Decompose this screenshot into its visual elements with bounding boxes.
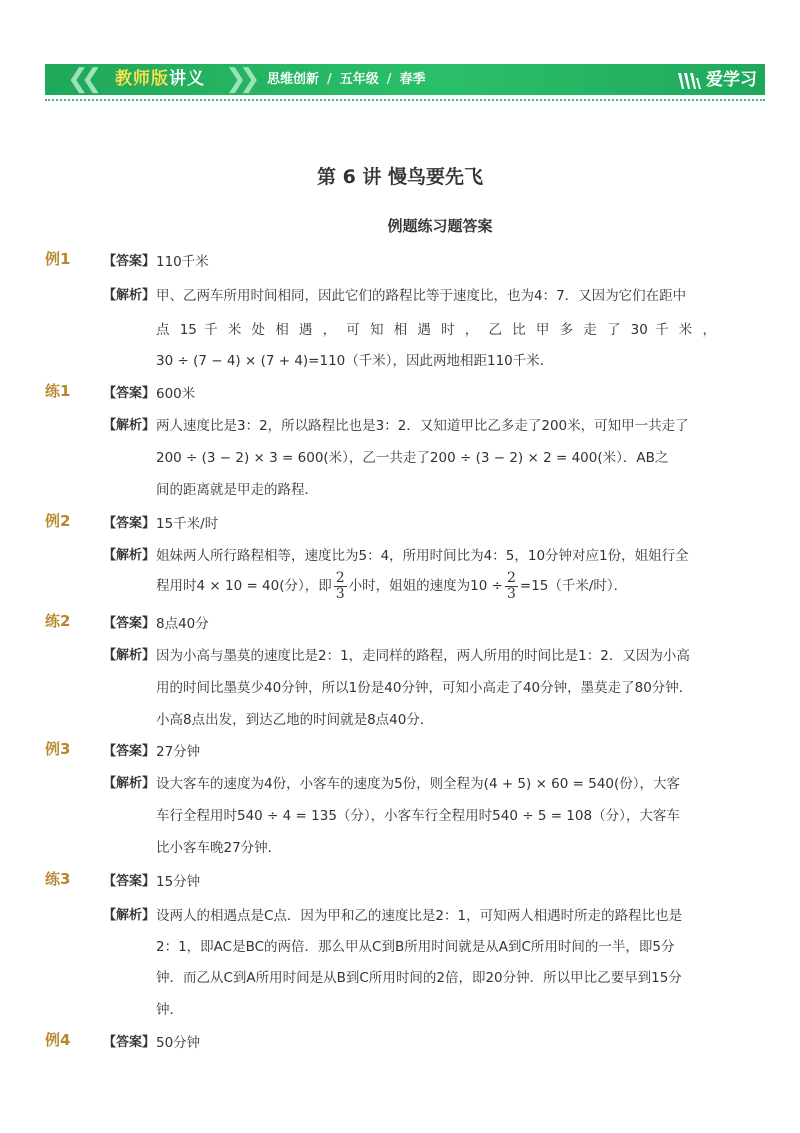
series-title xyxy=(115,64,205,95)
analysis-line-with-fractions xyxy=(156,566,627,606)
brand-logo xyxy=(676,64,757,95)
analysis-line: 姐妹两人所行路程相等，速度比为5：4，所用时间比为4：5，10分钟对应1份，姐姐行全 xyxy=(156,548,689,564)
breadcrumb-grade: 五年级 xyxy=(339,72,379,87)
fraction-denominator: 3 xyxy=(506,585,516,602)
analysis-line: 用的时间比墨莫少40分钟，所以1份是40分钟，可知小高走了40分钟，墨莫走了80分钟． xyxy=(156,680,693,696)
analysis-line: 30 ÷ (7 − 4) × (7 + 4)=110（千米），因此两地相距110千米． xyxy=(156,353,554,369)
analysis-tag: 【解析】 xyxy=(103,776,156,791)
answer-value: 110千米 xyxy=(156,254,209,270)
answer-tag: 【答案】 xyxy=(103,744,156,759)
analysis-line: 钟．而乙从C到A所用时间是从B到C所用时间的2倍，即20分钟．所以甲比乙要早到15分 xyxy=(156,970,682,986)
entry-label: 例4 xyxy=(45,1031,71,1049)
answer-tag: 【答案】 xyxy=(103,386,156,401)
analysis-tag: 【解析】 xyxy=(103,908,156,923)
entry-label: 练2 xyxy=(45,612,71,630)
answer-value: 27分钟 xyxy=(156,744,201,760)
fraction-denominator: 3 xyxy=(335,585,345,602)
series-title-handout: 讲义 xyxy=(169,69,205,89)
analysis-text: 程用时4 × 10 = 40(分），即 xyxy=(156,578,332,594)
entry-label: 例2 xyxy=(45,512,71,530)
analysis-text: =15（千米/时）． xyxy=(519,578,628,594)
brand-name: 爱学习 xyxy=(706,70,757,90)
header-banner xyxy=(45,64,765,95)
analysis-line: 2：1，即AC是BC的两倍．那么甲从C到B所用时间就是从A到C所用时间的一半，即5分 xyxy=(156,939,675,955)
analysis-line: 钟． xyxy=(156,1002,183,1018)
analysis-line: 比小客车晚27分钟． xyxy=(156,840,282,856)
answer-tag: 【答案】 xyxy=(103,1035,156,1050)
answer-value: 50分钟 xyxy=(156,1035,201,1051)
fraction-numerator: 2 xyxy=(506,569,516,586)
analysis-tag: 【解析】 xyxy=(103,548,156,563)
breadcrumb-course: 思维创新 xyxy=(267,72,320,87)
lecture-title: 第 6 讲 慢鸟要先飞 xyxy=(316,166,484,188)
analysis-tag: 【解析】 xyxy=(103,648,156,663)
answer-value: 15千米/时 xyxy=(156,516,219,532)
header-divider xyxy=(45,99,765,101)
analysis-line: 两人速度比是3：2，所以路程比也是3：2．又知道甲比乙多走了200米，可知甲一共走了 xyxy=(156,418,689,434)
entry-label: 练1 xyxy=(45,382,71,400)
answer-value: 8点40分 xyxy=(156,616,209,632)
breadcrumb-separator: / xyxy=(327,72,332,87)
answer-value: 15分钟 xyxy=(156,874,201,890)
answer-tag: 【答案】 xyxy=(103,874,156,889)
answer-value: 600米 xyxy=(156,386,196,402)
breadcrumb-separator: / xyxy=(386,72,392,87)
answer-tag: 【答案】 xyxy=(103,616,156,631)
brand-mark-icon xyxy=(676,70,702,92)
entry-label: 例1 xyxy=(45,250,71,268)
analysis-tag: 【解析】 xyxy=(103,288,156,303)
analysis-line: 设两人的相遇点是C点．因为甲和乙的速度比是2：1，可知两人相遇时所走的路程比也是 xyxy=(156,908,683,924)
breadcrumb xyxy=(267,64,426,95)
analysis-line: 点 15 千 米 处 相 遇 ， 可 知 相 遇 时 ， 乙 比 甲 多 走 了 30 千 米 ， xyxy=(156,322,716,338)
answer-tag: 【答案】 xyxy=(103,254,156,269)
fraction-numerator: 2 xyxy=(335,569,345,586)
double-chevron-right-icon: ❯❯ xyxy=(225,64,253,94)
analysis-line: 因为小高与墨莫的速度比是2：1，走同样的路程，两人所用的时间比是1：2．又因为小高 xyxy=(156,648,690,664)
series-title-edition: 教师版 xyxy=(115,69,169,89)
entry-label: 例3 xyxy=(45,740,71,758)
fraction xyxy=(334,571,347,602)
analysis-line: 甲、乙两车所用时间相同，因此它们的路程比等于速度比，也为4：7．又因为它们在距中 xyxy=(156,288,687,304)
double-chevron-left-icon: ❮❮ xyxy=(67,64,95,94)
analysis-line: 200 ÷ (3 − 2) × 3 = 600(米），乙一共走了200 ÷ (3 − 2) × 2 = 400(米）．AB之 xyxy=(156,450,669,466)
section-title: 例题练习题答案 xyxy=(387,217,493,235)
answer-tag: 【答案】 xyxy=(103,516,156,531)
analysis-text: 小时，姐姐的速度为10 ÷ xyxy=(348,578,503,594)
analysis-line: 小高8点出发，到达乙地的时间就是8点40分． xyxy=(156,712,434,728)
fraction xyxy=(505,571,518,602)
entry-label: 练3 xyxy=(45,870,71,888)
analysis-line: 车行全程用时540 ÷ 4 = 135（分），小客车行全程用时540 ÷ 5 = 108（分），大客车 xyxy=(156,808,680,824)
analysis-line: 间的距离就是甲走的路程． xyxy=(156,482,318,498)
breadcrumb-term: 春季 xyxy=(399,72,426,87)
analysis-tag: 【解析】 xyxy=(103,418,156,433)
analysis-line: 设大客车的速度为4份，小客车的速度为5份，则全程为(4 + 5) × 60 = 540(份），大客 xyxy=(156,776,681,792)
